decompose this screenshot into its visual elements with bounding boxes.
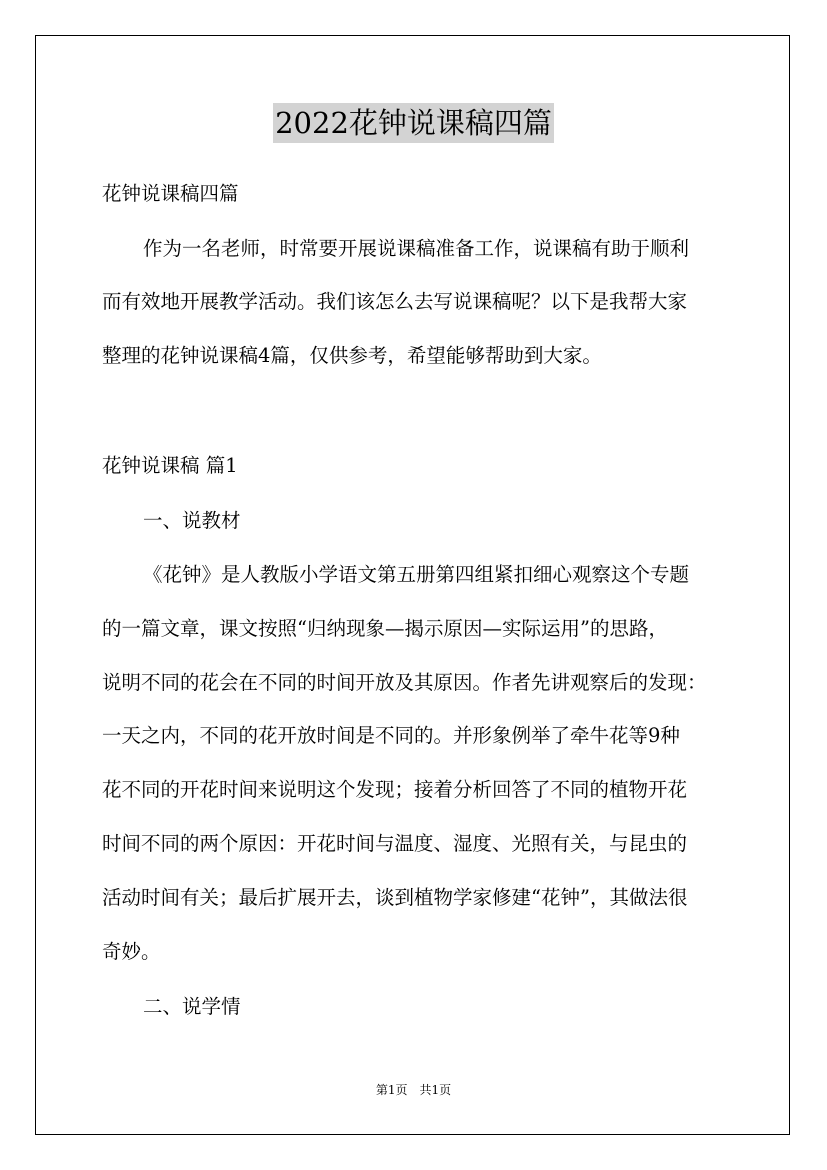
body-line-5: 花不同的开花时间来说明这个发现；接着分析回答了不同的植物开花 bbox=[102, 778, 688, 801]
document-title: 2022花钟说课稿四篇 bbox=[273, 103, 554, 143]
subtitle: 花钟说课稿四篇 bbox=[102, 182, 239, 205]
body-line-6: 时间不同的两个原因：开花时间与温度、湿度、光照有关，与昆虫的 bbox=[102, 832, 688, 855]
intro-line-3: 整理的花钟说课稿4篇，仅供参考，希望能够帮助到大家。 bbox=[102, 344, 602, 367]
body-line-8: 奇妙。 bbox=[102, 940, 161, 963]
page-footer: 第1页 共1页 bbox=[375, 1083, 452, 1097]
body-line-4: 一天之内，不同的花开放时间是不同的。并形象例举了牵牛花等9种 bbox=[102, 724, 680, 747]
subheading-textbook: 一、说教材 bbox=[143, 509, 241, 532]
intro-line-2: 而有效地开展教学活动。我们该怎么去写说课稿呢？以下是我帮大家 bbox=[102, 290, 688, 313]
body-line-1: 《花钟》是人教版小学语文第五册第四组紧扣细心观察这个专题 bbox=[143, 563, 690, 586]
intro-line-1: 作为一名老师，时常要开展说课稿准备工作，说课稿有助于顺利 bbox=[143, 237, 690, 260]
body-line-7: 活动时间有关；最后扩展开去，谈到植物学家修建“花钟”，其做法很 bbox=[102, 886, 688, 909]
subheading-students: 二、说学情 bbox=[143, 995, 241, 1018]
body-line-3: 说明不同的花会在不同的时间开放及其原因。作者先讲观察后的发现： bbox=[102, 671, 707, 694]
section-heading: 花钟说课稿 篇1 bbox=[102, 454, 238, 477]
body-line-2: 的一篇文章，课文按照“归纳现象—揭示原因—实际运用”的思路， bbox=[102, 617, 668, 640]
title-container bbox=[0, 103, 827, 143]
